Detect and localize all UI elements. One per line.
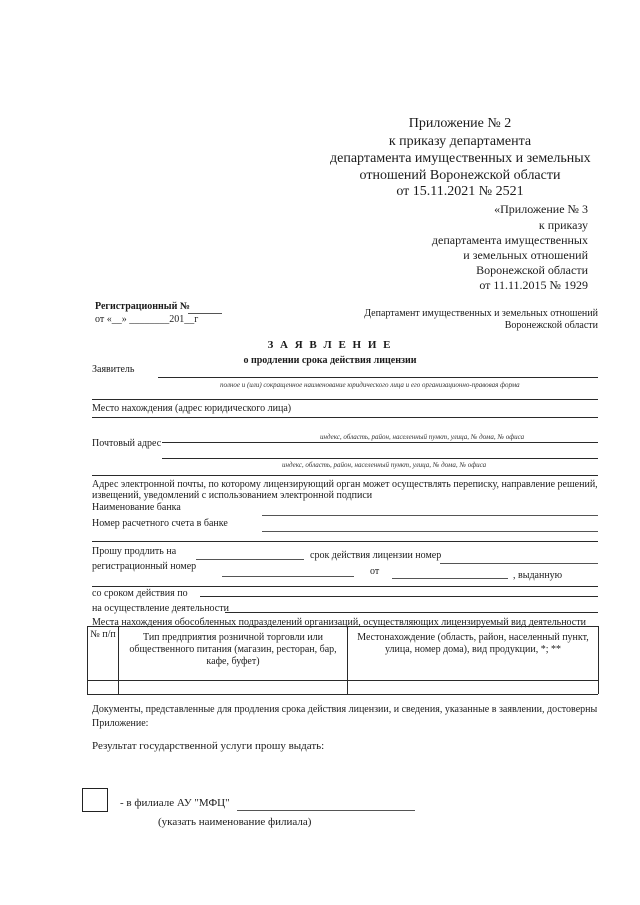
appendix-3-title: «Приложение № 3 (494, 202, 588, 216)
document-title: З А Я В Л Е Н И Е (267, 339, 393, 351)
account-number-label: Номер расчетного счета в банке (92, 518, 228, 529)
applicant-input-line-2[interactable] (92, 399, 598, 400)
table-bottom-border (87, 694, 598, 695)
reg-number-input-line[interactable] (222, 576, 354, 577)
appendix-3-order-line: к приказу (538, 218, 588, 232)
branch-checkbox[interactable] (82, 788, 108, 812)
email-label-line-2: извещений, уведомлений с использованием электронной подписи (92, 490, 373, 501)
branch-option-label: - в филиале АУ "МФЦ" (120, 797, 230, 809)
postal-address-hint: индекс, область, район, населенный пункт, улица, № дома, № офиса (282, 461, 487, 469)
document-subtitle: о продлении срока действия лицензии (243, 355, 417, 366)
email-label-line-1: Адрес электронной почты, по которому лицензирующий орган может осуществлять переписку, направление решений, (92, 479, 598, 490)
appendix-2-relations-line: отношений Воронежской области (359, 168, 561, 183)
table-row-cell-type[interactable] (119, 681, 347, 693)
postal-address-label: Почтовый адрес (92, 438, 162, 449)
branch-name-input-line[interactable] (237, 810, 415, 811)
table-header-location: Местонахождение (область, район, населенный пункт, улица, номер дома), вид продукции, *; ** (357, 632, 589, 655)
department-line-2: Воронежской области (504, 320, 598, 331)
appendix-2-date-line: от 15.11.2021 № 2521 (396, 184, 524, 199)
license-date-input-line[interactable] (392, 578, 508, 579)
result-label: Результат государственной услуги прошу выдать: (92, 740, 325, 752)
extend-term-input-line[interactable] (196, 559, 304, 560)
appendix-3-region-line: Воронежской области (476, 263, 588, 277)
bank-name-label: Наименование банка (92, 502, 181, 513)
activity-input-line[interactable] (225, 612, 598, 613)
appendix-2-department-line: департамента имущественных и земельных (330, 151, 591, 166)
appendix-3-department-line: департамента имущественных (431, 233, 588, 247)
account-number-input-line[interactable] (262, 531, 598, 532)
postal-address-input-line-2[interactable] (162, 458, 598, 459)
postal-address-input-line[interactable] (162, 442, 598, 443)
table-header-number: № п/п (90, 629, 116, 640)
appendix-3-date-line: от 11.11.2015 № 1929 (479, 278, 588, 292)
appendix-2-order-line: к приказу департамента (388, 134, 532, 149)
license-term-label: срок действия лицензии номер (310, 550, 442, 561)
applicant-input-line[interactable] (158, 377, 598, 378)
reg-number-label: регистрационный номер (92, 561, 197, 572)
location-hint: индекс, область, район, населенный пункт, улица, № дома, № офиса (320, 433, 525, 441)
table-right-border (598, 626, 599, 694)
registration-date: от «__» ________201__г (95, 314, 199, 325)
postal-address-bottom-line[interactable] (92, 475, 598, 476)
registration-number-label: Регистрационный № (95, 301, 190, 312)
account-section-bottom-line (92, 541, 598, 542)
table-row-cell-location[interactable] (348, 681, 598, 693)
validity-label: со сроком действия по (92, 588, 188, 599)
subdivisions-label: Места нахождения обособленных подразделений организаций, осуществляющих лицензируемый вид деятельности (92, 617, 586, 628)
license-from-label: от (370, 566, 380, 577)
table-top-border (87, 626, 598, 627)
license-number-input-line[interactable] (440, 563, 598, 564)
appendix-2-title: Приложение № 2 (408, 116, 512, 131)
extend-label: Прошу продлить на (92, 546, 177, 557)
branch-name-hint: (указать наименование филиала) (158, 816, 312, 828)
table-row-cell-number[interactable] (88, 681, 118, 693)
table-header-type: Тип предприятия розничной торговли или общественного питания (магазин, ресторан, бар, кафе, буфет) (129, 632, 337, 667)
bank-name-input-line[interactable] (262, 515, 598, 516)
attachment-label: Приложение: (92, 718, 149, 729)
location-label: Место нахождения (адрес юридического лица) (92, 403, 292, 414)
appendix-3-relations-line: и земельных отношений (463, 248, 588, 262)
validity-input-line[interactable] (200, 596, 598, 597)
department-line-1: Департамент имущественных и земельных отношений (364, 308, 598, 319)
location-input-line[interactable] (92, 417, 598, 418)
activity-label: на осуществление деятельности (92, 603, 229, 614)
documents-statement: Документы, представленные для продления срока действия лицензии, и сведения, указанные в заявлении, достоверны (92, 704, 598, 715)
applicant-label: Заявитель (92, 364, 135, 375)
applicant-hint: полное и (или) сокращенное наименование юридического лица и его организационно-правовая форма (220, 381, 520, 389)
extension-section-bottom-line (92, 586, 598, 587)
issued-label: , выданную (513, 570, 563, 581)
